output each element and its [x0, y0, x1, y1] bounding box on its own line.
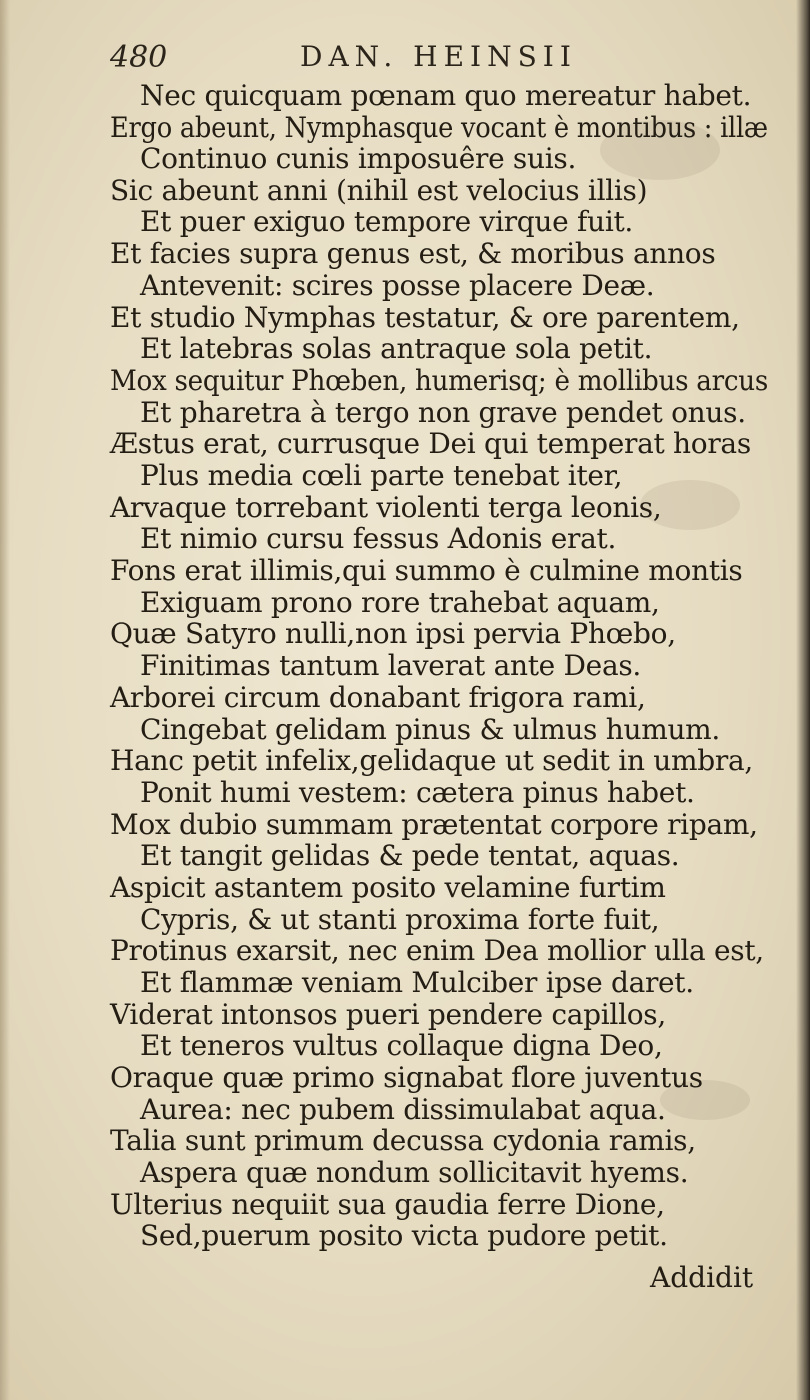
- verse-line: Et latebras solas antraque sola petit.: [140, 332, 653, 365]
- verse-line: Quæ Satyro nulli,non ipsi pervia Phœbo,: [110, 617, 676, 650]
- verse-line: Et facies supra genus est, & moribus annos: [110, 237, 716, 270]
- verse-line: Et nimio cursu fessus Adonis erat.: [140, 522, 617, 555]
- verse-line: Oraque quæ primo signabat flore juventus: [110, 1061, 703, 1094]
- verse-line: Mox dubio summam prætentat corpore ripam,: [110, 808, 758, 841]
- verse-line: Mox sequitur Phœben, humerisq; è mollibus arcus: [110, 364, 768, 397]
- verse-line: Hanc petit infelix,gelidaque ut sedit in umbra,: [110, 744, 753, 777]
- verse-line: Ergo abeunt, Nymphasque vocant è montibus : illæ: [110, 111, 768, 144]
- verse-line: Sic abeunt anni (nihil est velocius illis): [110, 174, 648, 207]
- verse-line: Et puer exiguo tempore virque fuit.: [140, 205, 634, 238]
- verse-line: Talia sunt primum decussa cydonia ramis,: [110, 1124, 696, 1157]
- verse-line: Aspera quæ nondum sollicitavit hyems.: [140, 1156, 689, 1189]
- verse-line: Cingebat gelidam pinus & ulmus humum.: [140, 713, 721, 746]
- verse-line: Et pharetra à tergo non grave pendet onus.: [140, 396, 746, 429]
- verse-line: Aurea: nec pubem dissimulabat aqua.: [140, 1093, 666, 1126]
- page-number: 480: [110, 40, 168, 75]
- verse-line: Et tangit gelidas & pede tentat, aquas.: [140, 839, 680, 872]
- verse-line: Et teneros vultus collaque digna Deo,: [140, 1029, 663, 1062]
- running-head: DAN. HEINSII: [300, 40, 577, 73]
- verse-line: Antevenit: scires posse placere Deæ.: [140, 269, 655, 302]
- verse-line: Fons erat illimis,qui summo è culmine montis: [110, 554, 743, 587]
- verse-line: Et flammæ veniam Mulciber ipse daret.: [140, 966, 694, 999]
- verse-line: Nec quicquam pœnam quo mereatur habet.: [140, 79, 752, 112]
- verse-line: Viderat intonsos pueri pendere capillos,: [110, 998, 666, 1031]
- verse-line: Cypris, & ut stanti proxima forte fuit,: [140, 903, 660, 936]
- page-edge-shadow: [796, 0, 810, 1400]
- verse-line: Ponit humi vestem: cætera pinus habet.: [140, 776, 695, 809]
- page-gutter-shadow: [0, 0, 10, 1400]
- verse-line: Finitimas tantum laverat ante Deas.: [140, 649, 642, 682]
- page-header: [110, 36, 590, 82]
- catchword: Addidit: [650, 1261, 754, 1294]
- verse-line: Æstus erat, currusque Dei qui temperat horas: [110, 427, 751, 460]
- verse-line: Protinus exarsit, nec enim Dea mollior ulla est,: [110, 934, 764, 967]
- verse-line: Plus media cœli parte tenebat iter,: [140, 459, 623, 492]
- verse-line: Et studio Nymphas testatur, & ore parentem,: [110, 301, 740, 334]
- verse-line: Sed,puerum posito victa pudore petit.: [140, 1219, 668, 1252]
- verse-line: Arvaque torrebant violenti terga leonis,: [110, 491, 662, 524]
- verse-line: Aspicit astantem posito velamine furtim: [110, 871, 666, 904]
- verse-line: Exiguam prono rore trahebat aquam,: [140, 586, 660, 619]
- verse-line: Continuo cunis imposuêre suis.: [140, 142, 577, 175]
- verse-line: Ulterius nequiit sua gaudia ferre Dione,: [110, 1188, 665, 1221]
- verse-line: Arborei circum donabant frigora rami,: [110, 681, 646, 714]
